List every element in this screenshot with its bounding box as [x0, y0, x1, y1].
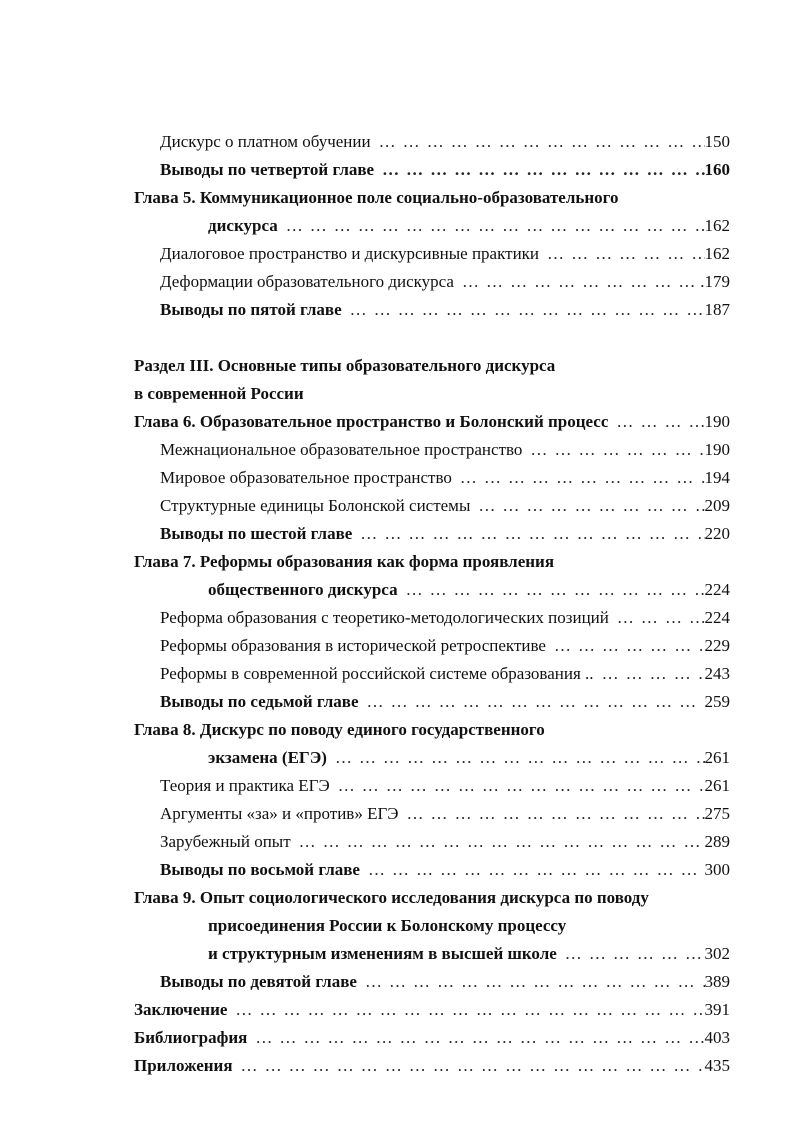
- toc-entry-page: 289: [704, 832, 730, 851]
- toc-entry-title: Мировое образовательное пространство: [160, 468, 452, 487]
- leader-dots: [359, 688, 705, 716]
- toc-entry-title: Выводы по пятой главе: [160, 300, 342, 319]
- toc-entry: [160, 772, 730, 800]
- toc-entry: [160, 660, 730, 688]
- leader-dots: [374, 156, 704, 184]
- toc-entry: [160, 492, 730, 520]
- toc-entry: [160, 520, 730, 548]
- toc-entry-page: 224: [704, 608, 730, 627]
- toc-entry: [160, 688, 730, 716]
- leader-dots: [522, 436, 704, 464]
- leader-dots: [594, 660, 705, 688]
- section-3-heading-cont: в современной России: [134, 384, 304, 403]
- leader-dots: [398, 576, 705, 604]
- leader-dots: [399, 800, 705, 828]
- leader-dots: [330, 772, 705, 800]
- toc-entry-page: 224: [704, 580, 730, 599]
- leader-dots: [609, 604, 705, 632]
- toc-entry: [160, 268, 730, 296]
- toc-entry-title: Реформы в современной российской системе образования ..: [160, 664, 594, 683]
- toc-entry-title: Дискурс о платном обучении: [160, 132, 371, 151]
- toc-entry-title: Заключение: [134, 1000, 228, 1019]
- toc-entry-title: Диалоговое пространство и дискурсивные практики: [160, 244, 540, 263]
- chapter-9-heading: Глава 9. Опыт социологического исследования дискурса по поводу: [134, 888, 649, 907]
- toc-entry-page: .179: [700, 272, 730, 291]
- toc-entry-page: 160: [704, 160, 730, 179]
- toc-entry-title: общественного дискурса: [208, 580, 398, 599]
- toc-entry: [208, 212, 730, 240]
- toc-entry: [160, 128, 730, 156]
- toc-entry: [160, 464, 730, 492]
- toc-entry-page: 391: [704, 1000, 730, 1019]
- leader-dots: [357, 968, 705, 996]
- toc-entry-page: 275: [704, 804, 730, 823]
- toc-entry-title: Теория и практика ЕГЭ: [160, 776, 330, 795]
- toc-entry-page: 403: [704, 1028, 730, 1047]
- toc-entry-title: Выводы по четвертой главе: [160, 160, 375, 179]
- leader-dots: [454, 268, 700, 296]
- toc-entry-page: 229: [704, 636, 730, 655]
- leader-dots: [470, 492, 704, 520]
- toc-entry-title: Выводы по девятой главе: [160, 972, 357, 991]
- toc-entry-title: Деформации образовательного дискурса: [160, 272, 454, 291]
- toc-entry-page: 162: [704, 244, 730, 263]
- toc-entry-title: Приложения: [134, 1056, 233, 1075]
- toc-entry-page: 389: [704, 972, 730, 991]
- leader-dots: [342, 296, 705, 324]
- toc-entry: [160, 296, 730, 324]
- toc-entry: [160, 800, 730, 828]
- toc-entry: [208, 576, 730, 604]
- section-3-heading: Раздел III. Основные типы образовательного дискурса: [134, 356, 556, 375]
- toc-entry-title: Выводы по седьмой главе: [160, 692, 359, 711]
- toc-entry-page: 194: [704, 468, 730, 487]
- leader-dots: [557, 940, 705, 968]
- chapter-7-heading: Глава 7. Реформы образования как форма проявления: [134, 552, 555, 571]
- toc-entry-title: Аргументы «за» и «против» ЕГЭ: [160, 804, 399, 823]
- toc-entry-title: дискурса: [208, 216, 278, 235]
- toc-entry-page: 190: [704, 412, 730, 431]
- toc-entry: [134, 996, 730, 1024]
- leader-dots: [360, 856, 705, 884]
- toc-entry-title: Библиография: [134, 1028, 248, 1047]
- toc-entry: [160, 604, 730, 632]
- toc-entry-page: 435: [704, 1056, 730, 1075]
- toc-entry-page: 150: [704, 132, 730, 151]
- leader-dots: [227, 996, 704, 1024]
- toc-entry: [208, 940, 730, 968]
- toc-entry: [134, 1052, 730, 1080]
- toc-entry-page: 190: [704, 440, 730, 459]
- leader-dots: [352, 520, 704, 548]
- toc-entry: [160, 632, 730, 660]
- leader-dots: [247, 1024, 704, 1052]
- toc-entry-page: 259: [704, 692, 730, 711]
- toc-entry-page: 162: [704, 216, 730, 235]
- toc-entry-page: 300: [704, 860, 730, 879]
- toc-entry-page: 261: [704, 776, 730, 795]
- chapter-5-heading: Глава 5. Коммуникационное поле социально-образовательного: [134, 188, 619, 207]
- leader-dots: [291, 828, 705, 856]
- toc-entry-page: 302: [704, 944, 730, 963]
- leader-dots: [539, 240, 704, 268]
- toc-entry-page: 187: [704, 300, 730, 319]
- chapter-9-heading-cont: присоединения России к Болонскому процессу: [208, 916, 567, 935]
- toc-entry-title: экзамена (ЕГЭ): [208, 748, 327, 767]
- toc-entry-title: Реформы образования в исторической ретроспективе: [160, 636, 546, 655]
- leader-dots: [278, 212, 705, 240]
- toc-entry-title: Глава 6. Образовательное пространство и Болонский процесс: [134, 412, 609, 431]
- toc-entry-title: и структурным изменениям в высшей школе: [208, 944, 557, 963]
- leader-dots: [233, 1052, 705, 1080]
- toc-entry-page: 261: [704, 748, 730, 767]
- toc-entry: [134, 408, 730, 436]
- toc-entry-page: 209: [704, 496, 730, 515]
- leader-dots: [327, 744, 705, 772]
- toc-entry-page: 220: [704, 524, 730, 543]
- toc-entry-title: Выводы по шестой главе: [160, 524, 353, 543]
- leader-dots: [546, 632, 705, 660]
- chapter-8-heading: Глава 8. Дискурс по поводу единого государственного: [134, 720, 545, 739]
- toc-entry: [134, 1024, 730, 1052]
- toc-entry-title: Реформа образования с теоретико-методологических позиций: [160, 608, 609, 627]
- toc-entry: [160, 828, 730, 856]
- toc-entry-title: Зарубежный опыт: [160, 832, 291, 851]
- leader-dots: [452, 464, 705, 492]
- leader-dots: [371, 128, 705, 156]
- toc-entry: [160, 968, 730, 996]
- toc-entry-page: 243: [704, 664, 730, 683]
- toc-entry: [160, 240, 730, 268]
- toc-entry-title: Межнациональное образовательное пространство: [160, 440, 523, 459]
- toc-entry: [160, 436, 730, 464]
- toc-entry-title: Структурные единицы Болонской системы: [160, 496, 471, 515]
- toc-entry: [160, 856, 730, 884]
- toc-entry-title: Выводы по восьмой главе: [160, 860, 360, 879]
- leader-dots: [608, 408, 704, 436]
- toc-entry: [208, 744, 730, 772]
- toc-entry: [160, 156, 730, 184]
